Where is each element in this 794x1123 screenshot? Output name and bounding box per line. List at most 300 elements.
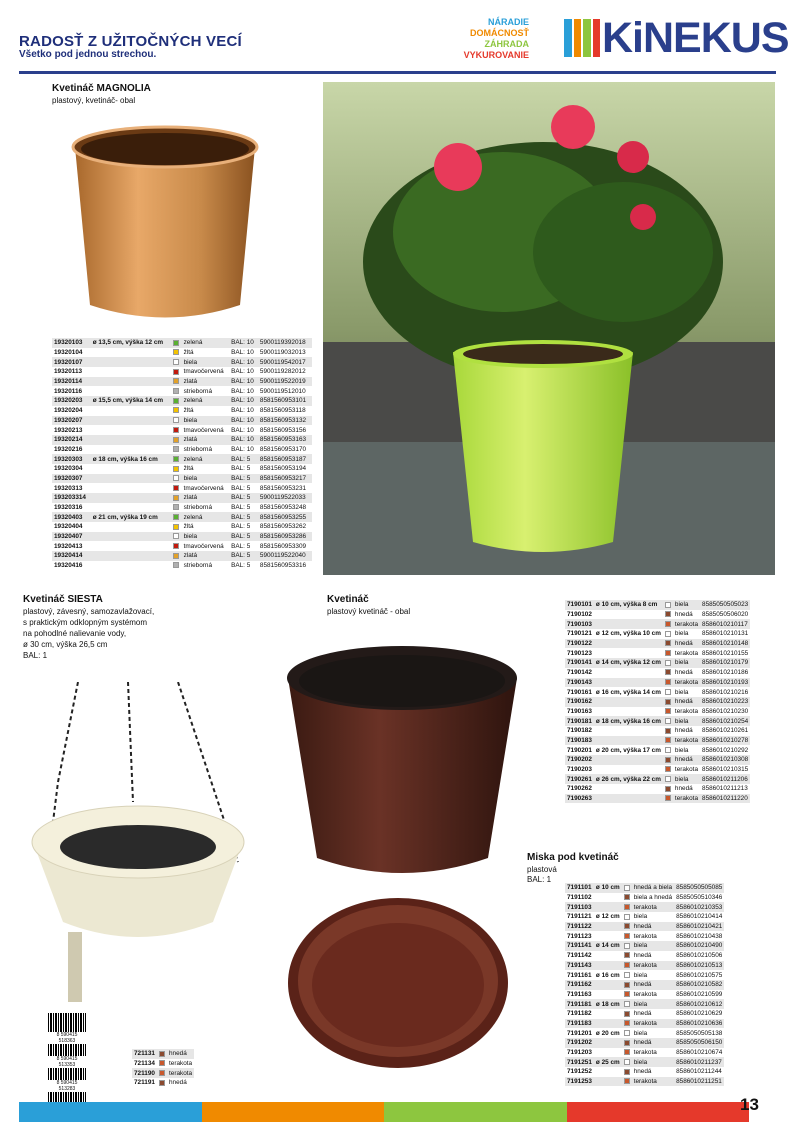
color-swatch-icon [173, 427, 179, 433]
color-name: terakota [632, 1019, 674, 1029]
size [594, 610, 663, 620]
item-code: 7190143 [567, 678, 592, 686]
ean: 8586010210278 [702, 736, 749, 744]
table-row [52, 551, 312, 561]
table-row [565, 961, 724, 971]
color-swatch-cell [171, 551, 182, 561]
ean: 5900119522019 [258, 377, 312, 387]
color-swatch-cell [663, 678, 673, 688]
item-code: 19320104 [54, 349, 83, 357]
table-row [52, 512, 312, 522]
color-swatch-cell [622, 902, 632, 912]
color-swatch-icon [624, 885, 630, 891]
color-name: biela [674, 746, 689, 754]
item-code: 19320113 [54, 368, 83, 376]
color-swatch-icon [665, 708, 671, 714]
size [594, 755, 663, 765]
bal: BAL: 10 [229, 377, 258, 387]
color-swatch-icon [665, 737, 671, 743]
ean: 8586010210490 [676, 942, 723, 950]
table-row [565, 970, 724, 980]
table-row [52, 474, 312, 484]
color-swatch-icon [624, 1059, 630, 1065]
bal: BAL: 5 [229, 474, 258, 484]
miska-desc-0: plastová [527, 865, 557, 874]
size [91, 541, 171, 551]
ean: 8581560953170 [259, 445, 307, 453]
table-row [52, 338, 312, 348]
item-code: 7191122 [565, 922, 594, 932]
color-swatch-icon [624, 1078, 630, 1084]
table-row [565, 736, 750, 746]
bal: BAL: 5 [231, 504, 251, 512]
color-swatch-cell [622, 980, 632, 990]
color-name: terakota [674, 766, 699, 774]
color-name: zelená [182, 454, 230, 464]
magnolia-title: Kvetináč MAGNOLIA [52, 83, 151, 94]
size [594, 1077, 622, 1087]
size: ø 18 cm, výška 16 cm [91, 454, 171, 464]
color-swatch-icon [665, 640, 671, 646]
color-swatch-cell [157, 1078, 167, 1088]
table-row [565, 745, 750, 755]
size [594, 1038, 622, 1048]
table-row [565, 716, 750, 726]
size: ø 18 cm [595, 1000, 620, 1008]
magnolia-pot-image [70, 125, 260, 325]
color-swatch-icon [665, 795, 671, 801]
size: ø 21 cm, výška 19 cm [91, 512, 171, 522]
ean: 8585050506020 [702, 611, 749, 619]
ean: 8581560953231 [259, 484, 307, 492]
item-code: 19320116 [54, 387, 83, 395]
size [91, 386, 171, 396]
color-swatch-icon [665, 611, 671, 617]
ean: 5900119392018 [258, 338, 312, 348]
bal: BAL: 5 [231, 465, 251, 473]
color-name: zlatá [182, 493, 230, 503]
ean: 8581560953262 [259, 523, 307, 531]
table-row [565, 784, 750, 794]
size: ø 10 cm, výška 8 cm [594, 600, 663, 610]
saucer-image [285, 893, 510, 1073]
ean: 8581560953286 [258, 532, 312, 542]
color-swatch-cell [171, 338, 182, 348]
item-code: 7191202 [567, 1039, 592, 1047]
color-swatch-cell [171, 522, 182, 532]
color-name: žltá [183, 465, 194, 473]
color-swatch-icon [173, 407, 179, 413]
item-code: 7190202 [567, 756, 592, 764]
item-code: 7191253 [567, 1078, 592, 1086]
color-swatch-cell [663, 668, 673, 678]
color-name: terakota [633, 990, 657, 998]
bal: BAL: 5 [229, 493, 258, 503]
color-name: zlatá [182, 435, 230, 445]
bal: BAL: 10 [231, 368, 254, 376]
color-swatch-cell [171, 493, 182, 503]
ean: 8586010210148 [702, 640, 749, 648]
color-name: terakota [632, 1077, 674, 1087]
color-swatch-cell [663, 784, 673, 794]
item-code: 19320304 [54, 465, 83, 473]
kvetinac-desc: plastový kvetináč - obal [327, 607, 411, 616]
size: ø 25 cm [595, 1058, 620, 1066]
bal: BAL: 5 [229, 532, 258, 542]
color-swatch-icon [665, 757, 671, 763]
color-swatch-icon [173, 466, 179, 472]
size [91, 551, 171, 561]
color-name: hnedá [673, 639, 700, 649]
ean: 8586010210254 [702, 717, 749, 725]
color-swatch-cell [171, 377, 182, 387]
color-name: terakota [633, 932, 657, 940]
color-swatch-icon [624, 952, 630, 958]
color-name: biela [182, 532, 230, 542]
size [91, 348, 171, 358]
size [594, 931, 622, 941]
item-code: 19320414 [52, 551, 91, 561]
color-name: strieborná [183, 562, 212, 570]
color-swatch-icon [665, 786, 671, 792]
color-swatch-icon [665, 602, 671, 608]
color-swatch-icon [665, 669, 671, 675]
color-name: biela [674, 688, 689, 696]
size: ø 14 cm [595, 942, 620, 950]
color-swatch-cell [622, 931, 632, 941]
table-row [565, 774, 750, 784]
color-swatch-cell [171, 561, 182, 571]
size: ø 12 cm, výška 10 cm [595, 630, 661, 638]
item-code: 7190201 [567, 746, 592, 754]
ean: 8586010210292 [702, 746, 749, 754]
brand-logo[interactable]: KiNEKUS [602, 14, 789, 62]
color-swatch-cell [622, 1048, 632, 1058]
size: ø 18 cm, výška 16 cm [595, 717, 661, 725]
color-name: hnedá [633, 1010, 652, 1018]
color-swatch-cell [622, 941, 632, 951]
category-naradie[interactable]: NÁRADIE [487, 17, 529, 27]
table-row [565, 999, 724, 1009]
color-name: terakota [674, 707, 699, 715]
size [91, 435, 171, 445]
color-name: biela [632, 941, 674, 951]
color-swatch-cell [622, 912, 632, 922]
color-swatch-icon [173, 524, 179, 530]
color-name: terakota [632, 961, 674, 971]
barcode-icon [48, 1068, 86, 1080]
color-swatch-cell [171, 416, 182, 426]
color-swatch-icon [665, 650, 671, 656]
item-code: 721134 [134, 1060, 155, 1068]
color-name: terakota [674, 678, 699, 686]
item-code: 7190203 [567, 766, 592, 774]
table-row [565, 893, 724, 903]
color-swatch-icon [624, 1030, 630, 1036]
color-swatch-icon [665, 747, 671, 753]
color-swatch-cell [157, 1068, 167, 1078]
item-code: 7191143 [565, 961, 594, 971]
color-swatch-icon [173, 504, 179, 510]
table-row [565, 600, 750, 610]
color-swatch-icon [173, 340, 179, 346]
item-code: 7191121 [567, 913, 592, 921]
color-swatch-icon [665, 699, 671, 705]
ean: 8586010210261 [702, 727, 749, 735]
table-row [565, 990, 724, 1000]
table-row [565, 610, 750, 620]
ean: 8586010210582 [676, 981, 723, 989]
ean: 8586010210308 [702, 756, 749, 764]
ean: 8586010210674 [676, 1049, 723, 1057]
item-code: 721191 [134, 1079, 155, 1087]
color-swatch-cell [171, 483, 182, 493]
color-swatch-cell [622, 1038, 632, 1048]
ean: 8586010210155 [702, 649, 749, 657]
item-code: 19320407 [52, 532, 91, 542]
color-name: hnedá [632, 980, 674, 990]
ean: 8586010210513 [676, 961, 723, 969]
color-swatch-icon [665, 660, 671, 666]
color-swatch-cell [622, 893, 632, 903]
item-code: 7191162 [565, 980, 594, 990]
barcode-number: 8 590415 513353 [56, 1056, 78, 1068]
color-name: hnedá [674, 785, 693, 793]
size [594, 1009, 622, 1019]
color-swatch-icon [173, 446, 179, 452]
siesta-desc-3: ø 30 cm, výška 26,5 cm [23, 640, 108, 649]
ean: 8586010210636 [676, 1019, 723, 1027]
item-code: 7190123 [567, 649, 592, 657]
item-code: 7191102 [567, 894, 592, 902]
azalea-photo [323, 82, 775, 575]
color-name: biela [632, 999, 674, 1009]
size [594, 794, 663, 804]
ean: 8581560953118 [259, 407, 306, 415]
color-swatch-icon [624, 1049, 630, 1055]
color-name: zlatá [182, 551, 230, 561]
color-swatch-icon [173, 533, 179, 539]
ean: 8581560953248 [259, 504, 307, 512]
color-name: biela [182, 357, 230, 367]
item-code: 19320413 [54, 542, 83, 550]
item-code: 19320203 [52, 396, 91, 406]
color-name: terakota [674, 620, 699, 628]
ean: 8586010210421 [676, 923, 723, 931]
ean: 8586010211206 [700, 774, 750, 784]
color-swatch-icon [624, 991, 630, 997]
color-swatch-icon [159, 1051, 165, 1057]
color-name: hnedá [674, 611, 693, 619]
bal: BAL: 10 [229, 357, 258, 367]
bal: BAL: 10 [229, 396, 258, 406]
size [594, 893, 622, 903]
size [91, 406, 171, 416]
table-row [565, 765, 750, 775]
kvetinac-table [565, 600, 750, 803]
table-row [565, 1038, 724, 1048]
size [91, 532, 171, 542]
color-swatch-icon [624, 933, 630, 939]
size [91, 474, 171, 484]
bal: BAL: 10 [231, 349, 254, 357]
item-code: 7191123 [567, 932, 592, 940]
color-name: hnedá [632, 1038, 674, 1048]
item-code: 7191252 [567, 1068, 592, 1076]
size: ø 12 cm [595, 913, 620, 921]
item-code: 7190183 [567, 736, 592, 744]
table-row [132, 1059, 194, 1069]
color-name: žltá [183, 349, 194, 357]
item-code: 19320416 [54, 562, 83, 570]
color-swatch-icon [665, 776, 671, 782]
bal: BAL: 10 [231, 426, 254, 434]
color-swatch-cell [171, 503, 182, 513]
bal: BAL: 5 [231, 484, 251, 492]
size [91, 483, 171, 493]
item-code: 19320207 [52, 416, 91, 426]
color-name: terakota [674, 736, 699, 744]
color-name: hnedá a biela [633, 884, 673, 892]
size [91, 503, 171, 513]
ean: 8586010211237 [674, 1057, 724, 1067]
color-swatch-cell [663, 619, 673, 629]
bal: BAL: 10 [229, 416, 258, 426]
color-swatch-cell [622, 970, 632, 980]
item-code: 7191101 [565, 883, 594, 893]
ean: 8585050505085 [676, 884, 723, 892]
color-swatch-icon [173, 417, 179, 423]
color-name: biela [633, 1029, 648, 1037]
color-name: hnedá [674, 669, 693, 677]
item-code: 19320313 [54, 484, 83, 492]
color-name: biela [633, 913, 648, 921]
category-vykurovanie[interactable]: VYKUROVANIE [463, 50, 529, 60]
table-row [565, 697, 750, 707]
ean: 8586010210414 [676, 913, 723, 921]
ean: 8586010210117 [700, 619, 750, 629]
size [91, 416, 171, 426]
ean: 5900119032013 [259, 349, 306, 357]
ean: 8586010210216 [702, 688, 749, 696]
color-swatch-icon [173, 495, 179, 501]
size [594, 961, 622, 971]
color-name: strieborná [183, 445, 212, 453]
table-row [565, 931, 724, 941]
table-row [565, 707, 750, 717]
item-code: 7190262 [567, 785, 592, 793]
color-swatch-cell [171, 445, 182, 455]
ean: 8586010210438 [676, 932, 723, 940]
size: ø 16 cm [595, 971, 620, 979]
footer-color-bar [19, 1102, 749, 1122]
color-name: zelená [182, 512, 230, 522]
ean: 8581560953132 [258, 416, 312, 426]
ean: 8581560953163 [258, 435, 312, 445]
color-name: strieborná [183, 504, 212, 512]
ean: 8586010210599 [676, 990, 723, 998]
color-swatch-icon [173, 349, 179, 355]
magnolia-table [52, 338, 312, 571]
table-row [565, 980, 724, 990]
category-zahrada[interactable]: ZÁHRADA [484, 39, 529, 49]
color-swatch-icon [173, 369, 179, 375]
color-swatch-cell [622, 951, 632, 961]
color-name: hnedá [632, 922, 674, 932]
size [594, 1048, 622, 1058]
table-row [52, 367, 312, 377]
table-row [52, 386, 312, 396]
table-row [132, 1068, 194, 1078]
color-name: biela a hnedá [633, 894, 673, 902]
item-code: 7190263 [567, 795, 592, 803]
bal: BAL: 5 [231, 562, 251, 570]
table-row [52, 503, 312, 513]
item-code: 7191141 [565, 941, 594, 951]
color-swatch-cell [171, 532, 182, 542]
color-swatch-cell [663, 600, 673, 610]
color-swatch-cell [171, 425, 182, 435]
item-code: 7190261 [567, 775, 592, 783]
color-swatch-icon [665, 718, 671, 724]
size [594, 736, 663, 746]
item-code: 7191203 [567, 1049, 592, 1057]
ean: 5900119522033 [258, 493, 312, 503]
item-code: 721131 [134, 1050, 155, 1058]
size [594, 619, 663, 629]
table-row [52, 483, 312, 493]
logo-bars-icon [564, 19, 600, 57]
page-subtitle: Všetko pod jednou strechou. [19, 49, 157, 60]
ean: 8586010211251 [674, 1077, 724, 1087]
color-name: tmavočervená [183, 426, 224, 434]
color-name: terakota [168, 1060, 193, 1068]
bal: BAL: 5 [231, 523, 251, 531]
category-domacnost[interactable]: DOMÁCNOSŤ [470, 28, 529, 38]
color-swatch-cell [622, 1019, 632, 1029]
color-name: biela [673, 774, 700, 784]
color-swatch-cell [663, 765, 673, 775]
color-name: žltá [183, 523, 194, 531]
color-name: biela [182, 416, 230, 426]
size [594, 668, 663, 678]
size [594, 678, 663, 688]
item-code: 7190103 [567, 620, 592, 628]
item-code: 7190121 [567, 630, 592, 638]
color-swatch-cell [663, 755, 673, 765]
ean: 8581560953187 [258, 454, 312, 464]
color-swatch-cell [663, 658, 673, 668]
item-code: 19320404 [54, 523, 83, 531]
size [91, 425, 171, 435]
item-code: 7191142 [567, 952, 592, 960]
color-swatch-cell [171, 454, 182, 464]
color-swatch-icon [173, 359, 179, 365]
ean: 8581560953101 [258, 396, 312, 406]
item-code: 7190182 [567, 727, 592, 735]
table-row [52, 377, 312, 387]
ean: 8581560953316 [259, 562, 307, 570]
color-name: biela [674, 630, 689, 638]
item-code: 7191251 [567, 1058, 592, 1066]
item-code: 721190 [134, 1069, 155, 1077]
ean: 8586010210186 [702, 669, 749, 677]
ean: 8586010210629 [676, 1010, 723, 1018]
item-code: 7191163 [567, 990, 592, 998]
color-swatch-icon [173, 378, 179, 384]
color-name: hnedá [633, 1068, 652, 1076]
color-swatch-icon [624, 1011, 630, 1017]
